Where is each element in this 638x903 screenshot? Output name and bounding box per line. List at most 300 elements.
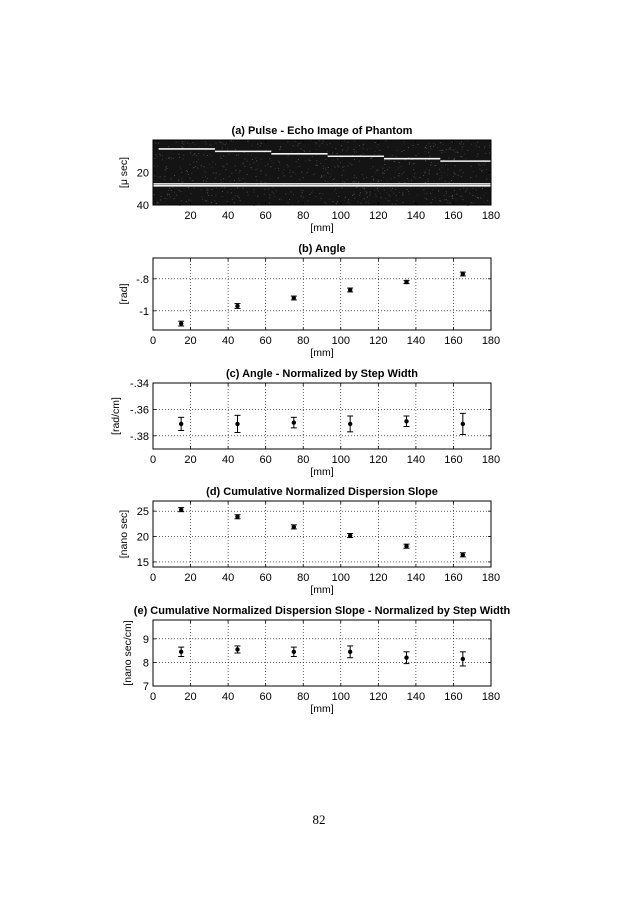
image-noise (160, 200, 161, 201)
image-noise (235, 195, 236, 196)
image-noise (222, 166, 223, 167)
image-noise (479, 147, 480, 148)
image-noise (332, 147, 333, 148)
image-noise (211, 145, 212, 146)
image-noise (385, 198, 386, 199)
image-noise (327, 181, 328, 182)
image-noise (265, 165, 266, 166)
image-noise (342, 149, 343, 150)
image-noise (205, 144, 206, 145)
x-tick-label: 20 (184, 572, 197, 584)
image-noise (444, 199, 445, 200)
image-noise (223, 144, 224, 145)
image-noise (359, 195, 360, 196)
image-noise (425, 160, 426, 161)
image-noise (165, 198, 166, 199)
image-noise (278, 178, 279, 179)
image-noise (204, 171, 205, 172)
image-noise (261, 143, 262, 144)
image-noise (228, 154, 229, 155)
image-noise (210, 145, 211, 146)
image-noise (251, 145, 252, 146)
data-point (348, 288, 352, 292)
image-noise (287, 141, 288, 142)
image-noise (205, 141, 206, 142)
data-point (179, 321, 183, 325)
page-number: 82 (312, 812, 326, 827)
image-noise (242, 163, 243, 164)
chart-c (110, 368, 500, 478)
image-noise (198, 159, 199, 160)
image-noise (384, 160, 385, 161)
image-noise (402, 195, 403, 196)
image-noise (183, 159, 184, 160)
image-noise (374, 154, 375, 155)
image-noise (399, 192, 400, 193)
image-noise (328, 173, 329, 174)
image-noise (452, 149, 453, 150)
image-noise (424, 172, 425, 173)
image-noise (160, 176, 161, 177)
image-noise (296, 161, 297, 162)
image-noise (179, 166, 180, 167)
image-noise (376, 170, 377, 171)
image-noise (289, 199, 290, 200)
image-noise (392, 155, 393, 156)
image-noise (353, 149, 354, 150)
data-point (235, 515, 239, 519)
image-noise (379, 150, 380, 151)
image-noise (221, 142, 222, 143)
image-noise (409, 193, 410, 194)
image-noise (247, 192, 248, 193)
data-point (292, 420, 296, 424)
image-noise (394, 177, 395, 178)
image-noise (261, 159, 262, 160)
image-noise (203, 155, 204, 156)
image-noise (401, 174, 402, 175)
image-noise (344, 200, 345, 201)
image-noise (479, 169, 480, 170)
image-noise (280, 146, 281, 147)
image-noise (251, 169, 252, 170)
image-noise (427, 181, 428, 182)
image-noise (219, 142, 220, 143)
image-noise (345, 197, 346, 198)
image-noise (340, 162, 341, 163)
image-noise (320, 200, 321, 201)
image-noise (384, 170, 385, 171)
x-tick-label: 140 (406, 454, 426, 466)
image-noise (440, 172, 441, 173)
image-noise (341, 157, 342, 158)
image-noise (419, 177, 420, 178)
image-noise (370, 158, 371, 159)
image-noise (485, 193, 486, 194)
data-point (348, 422, 352, 426)
image-noise (202, 177, 203, 178)
image-noise (298, 201, 299, 202)
image-noise (212, 167, 213, 168)
data-point (404, 280, 408, 284)
image-noise (403, 141, 404, 142)
image-noise (452, 198, 453, 199)
image-noise (363, 157, 364, 158)
image-noise (392, 191, 393, 192)
image-noise (211, 202, 212, 203)
image-noise (253, 162, 254, 163)
image-noise (477, 197, 478, 198)
image-noise (154, 180, 155, 181)
image-noise (164, 180, 165, 181)
x-tick-label: 160 (444, 572, 463, 584)
image-noise (373, 180, 374, 181)
x-tick-label: 160 (444, 210, 463, 222)
x-tick-label: 20 (184, 335, 197, 347)
image-noise (239, 197, 240, 198)
image-noise (489, 145, 490, 146)
image-noise (206, 181, 207, 182)
image-noise (383, 177, 384, 178)
image-noise (425, 171, 426, 172)
image-noise (154, 158, 155, 159)
image-noise (446, 191, 447, 192)
chart-title: (c) Angle - Normalized by Step Width (225, 368, 419, 380)
image-noise (382, 173, 383, 174)
chart-e (122, 605, 510, 715)
image-noise (437, 173, 438, 174)
image-noise (461, 156, 462, 157)
image-noise (237, 187, 238, 188)
image-noise (193, 162, 194, 163)
image-noise (414, 173, 415, 174)
x-tick-label: 60 (259, 210, 272, 222)
image-noise (463, 144, 464, 145)
x-axis-label: [mm] (310, 703, 334, 715)
image-noise (245, 159, 246, 160)
image-noise (476, 190, 477, 191)
image-noise (224, 187, 225, 188)
image-noise (454, 172, 455, 173)
image-noise (179, 190, 180, 191)
image-noise (336, 203, 337, 204)
data-point (235, 422, 239, 426)
data-point (461, 422, 465, 426)
image-noise (465, 192, 466, 193)
image-noise (230, 189, 231, 190)
image-noise (174, 192, 175, 193)
image-noise (475, 196, 476, 197)
image-noise (441, 150, 442, 151)
image-noise (479, 165, 480, 166)
image-noise (393, 193, 394, 194)
data-point (235, 647, 239, 651)
image-noise (381, 180, 382, 181)
image-noise (244, 182, 245, 183)
chart-title: (e) Cumulative Normalized Dispersion Slope - Normalized by Step Width (133, 605, 511, 617)
image-noise (323, 166, 324, 167)
image-noise (330, 174, 331, 175)
image-noise (182, 146, 183, 147)
x-tick-label: 40 (221, 454, 235, 466)
image-noise (298, 166, 299, 167)
image-noise (205, 172, 206, 173)
image-noise (265, 175, 266, 176)
image-noise (322, 176, 323, 177)
image-noise (433, 146, 434, 147)
image-noise (432, 199, 433, 200)
image-noise (451, 180, 452, 181)
image-noise (337, 159, 338, 160)
x-tick-label: 20 (184, 691, 197, 703)
image-noise (489, 142, 490, 143)
y-tick-label: -.34 (130, 378, 149, 390)
image-noise (235, 166, 236, 167)
image-noise (234, 180, 235, 181)
image-noise (477, 142, 478, 143)
image-noise (270, 179, 271, 180)
image-noise (347, 142, 348, 143)
image-noise (280, 147, 281, 148)
image-noise (486, 169, 487, 170)
image-noise (243, 164, 244, 165)
image-noise (484, 146, 485, 147)
image-noise (160, 199, 161, 200)
image-noise (435, 145, 436, 146)
image-noise (327, 144, 328, 145)
image-noise (211, 156, 212, 157)
image-noise (358, 182, 359, 183)
image-noise (193, 167, 194, 168)
image-noise (169, 194, 170, 195)
image-noise (398, 175, 399, 176)
image-noise (284, 175, 285, 176)
image-noise (208, 195, 209, 196)
image-noise (307, 200, 308, 201)
image-noise (471, 202, 472, 203)
image-noise (441, 178, 442, 179)
y-tick-label: -1 (139, 305, 149, 318)
image-noise (370, 168, 371, 169)
image-noise (364, 189, 365, 190)
image-noise (329, 177, 330, 178)
image-noise (194, 153, 195, 154)
x-tick-label: 140 (406, 691, 426, 703)
image-noise (239, 180, 240, 181)
image-noise (384, 164, 385, 165)
image-noise (329, 199, 330, 200)
image-noise (221, 196, 222, 197)
image-noise (298, 159, 299, 160)
image-noise (260, 171, 261, 172)
image-noise (176, 142, 177, 143)
image-noise (323, 141, 324, 142)
image-noise (441, 152, 442, 153)
x-tick-label: 0 (149, 335, 157, 347)
image-noise (293, 172, 294, 173)
image-noise (395, 170, 396, 171)
image-noise (391, 178, 392, 179)
image-noise (180, 168, 181, 169)
image-noise (187, 171, 188, 172)
x-tick-label: 60 (259, 454, 272, 466)
image-noise (161, 196, 162, 197)
image-noise (225, 169, 226, 170)
image-noise (189, 164, 190, 165)
image-noise (202, 199, 203, 200)
image-noise (354, 159, 355, 160)
image-noise (460, 196, 461, 197)
image-noise (412, 145, 413, 146)
image-noise (256, 160, 257, 161)
image-noise (456, 194, 457, 195)
image-noise (325, 203, 326, 204)
image-noise (301, 196, 302, 197)
image-noise (194, 187, 195, 188)
image-noise (428, 143, 429, 144)
image-noise (474, 202, 475, 203)
image-noise (248, 154, 249, 155)
image-noise (425, 147, 426, 148)
x-tick-label: 160 (444, 454, 463, 466)
image-noise (256, 180, 257, 181)
image-noise (454, 159, 455, 160)
image-noise (315, 149, 316, 150)
y-tick-label: 20 (136, 167, 149, 180)
image-noise (463, 172, 464, 173)
image-noise (482, 170, 483, 171)
image-noise (446, 193, 447, 194)
x-tick-label: 180 (481, 691, 501, 703)
image-noise (178, 154, 179, 155)
data-point (348, 533, 352, 537)
image-noise (312, 156, 313, 157)
image-noise (402, 193, 403, 194)
x-tick-label: 20 (184, 210, 197, 222)
image-noise (447, 169, 448, 170)
image-noise (453, 176, 454, 177)
image-noise (431, 162, 432, 163)
image-noise (422, 190, 423, 191)
image-noise (215, 196, 216, 197)
image-noise (169, 188, 170, 189)
image-noise (426, 169, 427, 170)
image-noise (396, 150, 397, 151)
image-noise (203, 166, 204, 167)
image-noise (344, 166, 345, 167)
image-noise (413, 177, 414, 178)
chart-a (118, 125, 500, 234)
image-noise (436, 174, 437, 175)
image-noise (287, 165, 288, 166)
image-noise (220, 156, 221, 157)
image-noise (375, 142, 376, 143)
image-noise (390, 188, 391, 189)
image-noise (476, 156, 477, 157)
image-noise (445, 181, 446, 182)
image-noise (473, 195, 474, 196)
image-noise (222, 148, 223, 149)
x-tick-label: 100 (331, 210, 350, 222)
image-noise (391, 190, 392, 191)
image-noise (182, 143, 183, 144)
image-noise (461, 151, 462, 152)
image-noise (452, 196, 453, 197)
image-noise (300, 190, 301, 191)
image-noise (354, 152, 355, 153)
image-noise (432, 190, 433, 191)
image-noise (461, 142, 462, 143)
image-noise (287, 202, 288, 203)
image-noise (347, 149, 348, 150)
image-noise (370, 192, 371, 193)
image-noise (315, 196, 316, 197)
image-noise (333, 160, 334, 161)
image-noise (316, 160, 317, 161)
image-noise (197, 168, 198, 169)
image-noise (334, 191, 335, 192)
image-noise (356, 187, 357, 188)
image-noise (328, 167, 329, 168)
image-noise (307, 172, 308, 173)
image-noise (472, 203, 473, 204)
image-noise (362, 174, 363, 175)
image-noise (404, 143, 405, 144)
image-noise (211, 195, 212, 196)
image-noise (206, 188, 207, 189)
image-noise (358, 202, 359, 203)
image-noise (457, 151, 458, 152)
image-noise (273, 193, 274, 194)
image-noise (447, 200, 448, 201)
image-noise (450, 149, 451, 150)
image-noise (449, 182, 450, 183)
image-noise (288, 155, 289, 156)
image-noise (271, 161, 272, 162)
image-noise (173, 158, 174, 159)
image-noise (187, 143, 188, 144)
image-noise (352, 182, 353, 183)
image-noise (167, 193, 168, 194)
image-noise (332, 153, 333, 154)
image-noise (236, 155, 237, 156)
image-noise (302, 192, 303, 193)
image-noise (164, 176, 165, 177)
image-noise (292, 145, 293, 146)
image-noise (341, 187, 342, 188)
image-noise (298, 144, 299, 145)
x-tick-label: 0 (149, 691, 157, 703)
image-noise (300, 166, 301, 167)
x-tick-label: 100 (331, 691, 350, 703)
image-noise (477, 154, 478, 155)
image-noise (322, 143, 323, 144)
x-tick-label: 40 (221, 691, 235, 703)
image-noise (359, 161, 360, 162)
data-point (292, 650, 296, 654)
image-noise (374, 151, 375, 152)
image-noise (334, 178, 335, 179)
x-tick-label: 60 (259, 691, 272, 703)
image-noise (462, 146, 463, 147)
image-noise (384, 190, 385, 191)
x-tick-label: 120 (369, 572, 388, 584)
image-noise (484, 164, 485, 165)
image-noise (354, 175, 355, 176)
image-noise (472, 188, 473, 189)
image-noise (219, 174, 220, 175)
image-noise (342, 150, 343, 151)
